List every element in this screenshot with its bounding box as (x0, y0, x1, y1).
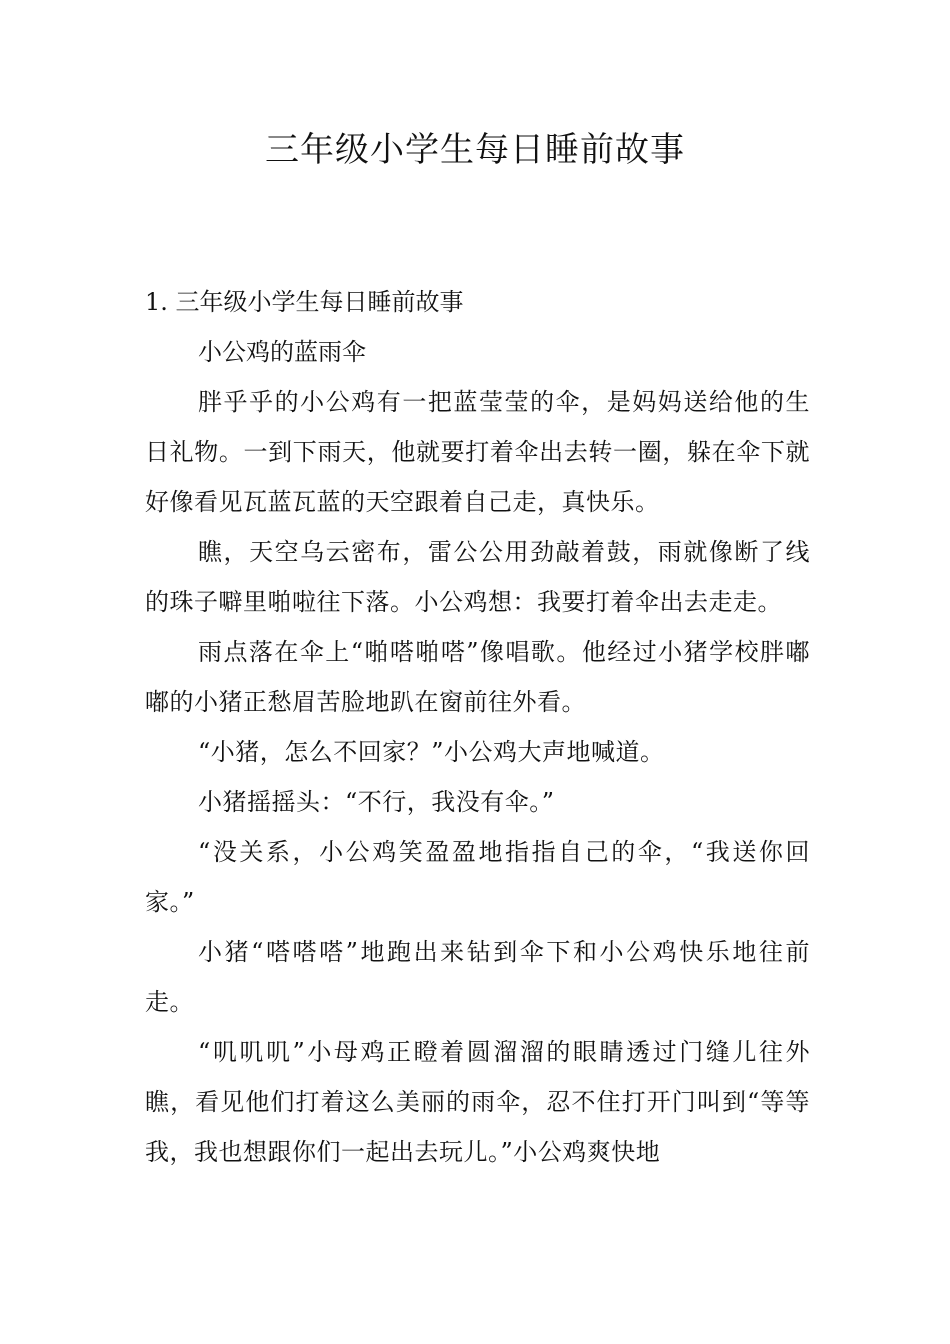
paragraph: 小猪摇摇头：“不行，我没有伞。” (198, 788, 555, 816)
document-body (145, 277, 810, 1177)
paragraph: “没关系，小公鸡笑盈盈地指指自己的伞，“我送你回家。” (145, 838, 810, 916)
paragraph: 胖乎乎的小公鸡有一把蓝莹莹的伞，是妈妈送给他的生日礼物。一到下雨天，他就要打着伞出去转一圈，躲在伞下就好像看见瓦蓝瓦蓝的天空跟着自己走，真快乐。 (145, 388, 810, 516)
paragraph: 雨点落在伞上“啪嗒啪嗒”像唱歌。他经过小猪学校胖嘟嘟的小猪正愁眉苦脸地趴在窗前往外看。 (145, 638, 810, 716)
story-title: 小公鸡的蓝雨伞 (198, 338, 366, 366)
paragraph: “小猪，怎么不回家？”小公鸡大声地喊道。 (198, 738, 665, 766)
paragraph: 小猪“嗒嗒嗒”地跑出来钻到伞下和小公鸡快乐地往前走。 (145, 938, 810, 1016)
section-heading: 1. 三年级小学生每日睡前故事 (145, 288, 464, 316)
document-title: 三年级小学生每日睡前故事 (265, 130, 685, 170)
paragraph: “叽叽叽”小母鸡正瞪着圆溜溜的眼睛透过门缝儿往外瞧，看见他们打着这么美丽的雨伞，忍不住打开门叫到“等等我，我也想跟你们一起出去玩儿。”小公鸡爽快地 (145, 1038, 810, 1166)
paragraph: 瞧，天空乌云密布，雷公公用劲敲着鼓，雨就像断了线的珠子噼里啪啦往下落。小公鸡想：我要打着伞出去走走。 (145, 538, 810, 616)
